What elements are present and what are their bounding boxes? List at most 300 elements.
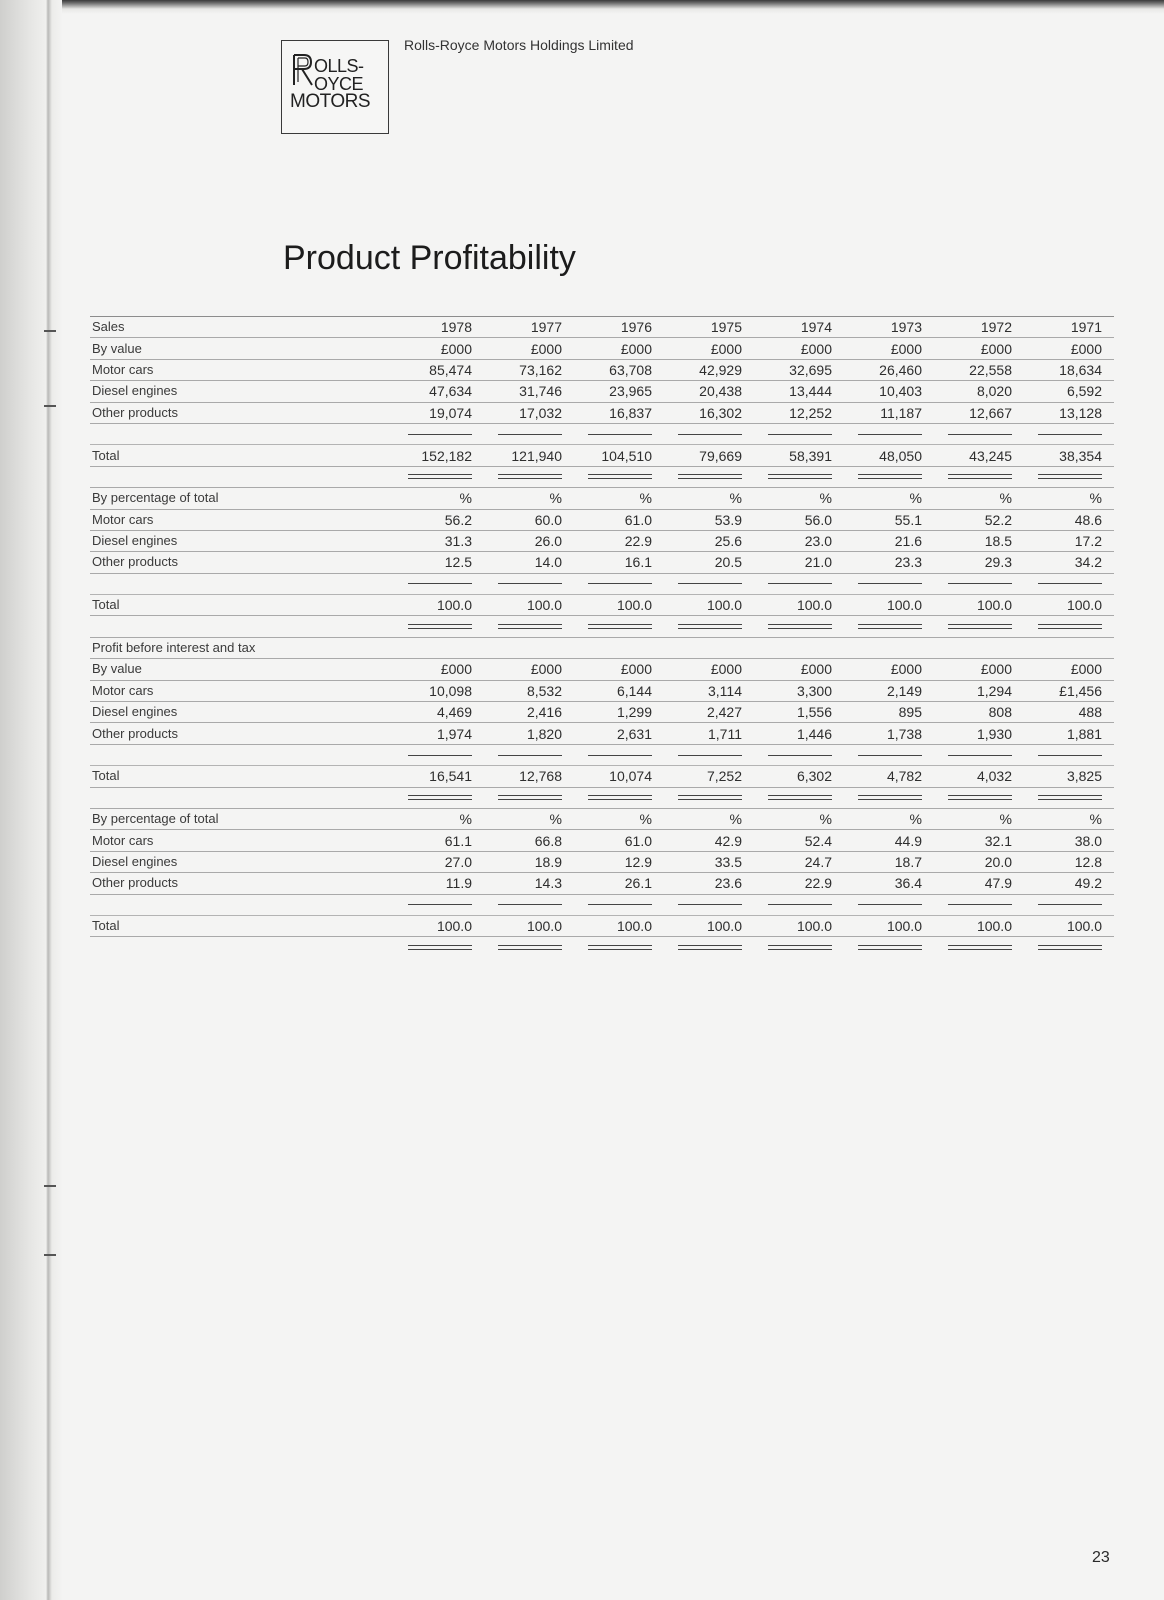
- value-cell: 14.3: [484, 873, 574, 894]
- value-cell: 1,556: [754, 702, 844, 723]
- rule-spacer: [90, 616, 394, 637]
- value-cell: 38.0: [1024, 830, 1114, 851]
- double-underline: [484, 466, 574, 487]
- value-cell: 18,634: [1024, 359, 1114, 380]
- value-cell: %: [1024, 488, 1114, 509]
- value-cell: £1,456: [1024, 680, 1114, 701]
- value-cell: 3,300: [754, 680, 844, 701]
- table-row: [90, 552, 1114, 573]
- empty-cell: [844, 637, 934, 658]
- row-label: Motor cars: [90, 359, 394, 380]
- value-cell: 10,403: [844, 381, 934, 402]
- value-cell: 16,837: [574, 402, 664, 423]
- value-cell: 100.0: [934, 915, 1024, 936]
- double-underline: [844, 787, 934, 808]
- double-underline: [574, 466, 664, 487]
- value-cell: 12,768: [484, 766, 574, 787]
- value-cell: %: [844, 488, 934, 509]
- table-row: [90, 530, 1114, 551]
- value-cell: 17,032: [484, 402, 574, 423]
- value-cell: 23.6: [664, 873, 754, 894]
- value-cell: £000: [934, 338, 1024, 359]
- value-cell: 100.0: [844, 595, 934, 616]
- page-number: 23: [1092, 1549, 1110, 1566]
- value-cell: 16,302: [664, 402, 754, 423]
- empty-cell: [934, 637, 1024, 658]
- total-row: [90, 915, 1114, 936]
- double-underline: [484, 616, 574, 637]
- value-cell: 100.0: [1024, 595, 1114, 616]
- row-label: Total: [90, 915, 394, 936]
- value-cell: 48.6: [1024, 509, 1114, 530]
- single-underline: [1024, 894, 1114, 915]
- value-cell: 11.9: [394, 873, 484, 894]
- section-label: Profit before interest and tax: [90, 637, 394, 658]
- value-cell: 18.7: [844, 851, 934, 872]
- value-cell: £000: [754, 338, 844, 359]
- single-underline: [484, 894, 574, 915]
- value-cell: 43,245: [934, 445, 1024, 466]
- year-header: 1974: [754, 317, 844, 338]
- single-underline: [754, 423, 844, 444]
- logo-text-line-3: MOTORS: [290, 91, 371, 112]
- single-underline: [664, 423, 754, 444]
- value-cell: %: [394, 808, 484, 829]
- double-rule-row: [90, 787, 1114, 808]
- value-cell: %: [754, 488, 844, 509]
- value-cell: 38,354: [1024, 445, 1114, 466]
- rule-spacer: [90, 573, 394, 594]
- value-cell: £000: [664, 659, 754, 680]
- value-cell: 100.0: [844, 915, 934, 936]
- value-cell: 12.9: [574, 851, 664, 872]
- year-header: 1975: [664, 317, 754, 338]
- single-underline: [934, 894, 1024, 915]
- value-cell: 100.0: [664, 595, 754, 616]
- value-cell: 36.4: [844, 873, 934, 894]
- single-rule-row: [90, 894, 1114, 915]
- double-underline: [574, 616, 664, 637]
- value-cell: 100.0: [1024, 915, 1114, 936]
- value-cell: 13,444: [754, 381, 844, 402]
- binding-stitch: [44, 405, 56, 407]
- value-cell: 100.0: [484, 595, 574, 616]
- row-label: Diesel engines: [90, 702, 394, 723]
- value-cell: 3,114: [664, 680, 754, 701]
- value-cell: 66.8: [484, 830, 574, 851]
- value-cell: 58,391: [754, 445, 844, 466]
- single-underline: [844, 744, 934, 765]
- value-cell: 121,940: [484, 445, 574, 466]
- row-label: By percentage of total: [90, 488, 394, 509]
- value-cell: 488: [1024, 702, 1114, 723]
- value-cell: 7,252: [664, 766, 754, 787]
- page-top-edge: [0, 0, 1164, 14]
- double-rule-row: [90, 616, 1114, 637]
- row-label: Motor cars: [90, 680, 394, 701]
- single-underline: [394, 573, 484, 594]
- rule-spacer: [90, 894, 394, 915]
- value-cell: 100.0: [394, 915, 484, 936]
- row-label: Diesel engines: [90, 530, 394, 551]
- value-cell: 61.0: [574, 830, 664, 851]
- empty-cell: [484, 637, 574, 658]
- value-cell: 6,592: [1024, 381, 1114, 402]
- table-row: [90, 338, 1114, 359]
- table-row: [90, 680, 1114, 701]
- value-cell: 44.9: [844, 830, 934, 851]
- section-header-row: [90, 637, 1114, 658]
- rr-monogram-icon: [292, 53, 316, 87]
- value-cell: %: [934, 488, 1024, 509]
- single-underline: [484, 573, 574, 594]
- double-underline: [754, 937, 844, 958]
- value-cell: 61.0: [574, 509, 664, 530]
- table-row: [90, 659, 1114, 680]
- double-underline: [394, 466, 484, 487]
- value-cell: 12,252: [754, 402, 844, 423]
- row-label: Other products: [90, 873, 394, 894]
- double-underline: [754, 616, 844, 637]
- row-label: Motor cars: [90, 830, 394, 851]
- value-cell: 2,427: [664, 702, 754, 723]
- single-underline: [1024, 423, 1114, 444]
- single-rule-row: [90, 423, 1114, 444]
- value-cell: 56.2: [394, 509, 484, 530]
- value-cell: 32.1: [934, 830, 1024, 851]
- value-cell: 20,438: [664, 381, 754, 402]
- single-underline: [484, 744, 574, 765]
- value-cell: %: [664, 808, 754, 829]
- empty-cell: [1024, 637, 1114, 658]
- value-cell: 1,294: [934, 680, 1024, 701]
- value-cell: 12.8: [1024, 851, 1114, 872]
- value-cell: £000: [484, 338, 574, 359]
- product-profitability-table: [90, 316, 1114, 958]
- value-cell: 17.2: [1024, 530, 1114, 551]
- value-cell: 6,144: [574, 680, 664, 701]
- double-underline: [1024, 616, 1114, 637]
- double-underline: [664, 937, 754, 958]
- value-cell: 18.9: [484, 851, 574, 872]
- value-cell: 26.0: [484, 530, 574, 551]
- value-cell: 14.0: [484, 552, 574, 573]
- value-cell: 22.9: [574, 530, 664, 551]
- single-underline: [574, 423, 664, 444]
- single-underline: [394, 423, 484, 444]
- single-underline: [934, 573, 1024, 594]
- double-rule-row: [90, 937, 1114, 958]
- table-row: [90, 381, 1114, 402]
- value-cell: 10,098: [394, 680, 484, 701]
- double-underline: [934, 616, 1024, 637]
- row-label: By value: [90, 338, 394, 359]
- total-row: [90, 595, 1114, 616]
- binding-stitch: [44, 1185, 56, 1187]
- value-cell: 31.3: [394, 530, 484, 551]
- value-cell: 152,182: [394, 445, 484, 466]
- value-cell: 47.9: [934, 873, 1024, 894]
- single-underline: [664, 744, 754, 765]
- single-underline: [844, 894, 934, 915]
- row-label: Other products: [90, 402, 394, 423]
- value-cell: 79,669: [664, 445, 754, 466]
- value-cell: 34.2: [1024, 552, 1114, 573]
- double-underline: [844, 616, 934, 637]
- value-cell: 4,782: [844, 766, 934, 787]
- value-cell: 48,050: [844, 445, 934, 466]
- value-cell: 104,510: [574, 445, 664, 466]
- table-row: [90, 702, 1114, 723]
- single-underline: [754, 894, 844, 915]
- table-row: [90, 488, 1114, 509]
- table-row: [90, 509, 1114, 530]
- value-cell: 60.0: [484, 509, 574, 530]
- double-underline: [394, 787, 484, 808]
- value-cell: %: [754, 808, 844, 829]
- double-underline: [1024, 787, 1114, 808]
- double-underline: [844, 466, 934, 487]
- double-underline: [484, 937, 574, 958]
- value-cell: 56.0: [754, 509, 844, 530]
- logo-text-line-1: OLLS-: [314, 56, 364, 76]
- value-cell: 895: [844, 702, 934, 723]
- double-underline: [1024, 937, 1114, 958]
- value-cell: 4,032: [934, 766, 1024, 787]
- section-header-row: [90, 317, 1114, 338]
- row-label: Other products: [90, 723, 394, 744]
- table-row: [90, 830, 1114, 851]
- single-underline: [844, 423, 934, 444]
- value-cell: 21.0: [754, 552, 844, 573]
- value-cell: 19,074: [394, 402, 484, 423]
- value-cell: £000: [394, 338, 484, 359]
- year-header: 1972: [934, 317, 1024, 338]
- value-cell: £000: [934, 659, 1024, 680]
- row-label: By value: [90, 659, 394, 680]
- value-cell: 1,881: [1024, 723, 1114, 744]
- rule-spacer: [90, 787, 394, 808]
- value-cell: 100.0: [484, 915, 574, 936]
- value-cell: 1,446: [754, 723, 844, 744]
- value-cell: 24.7: [754, 851, 844, 872]
- value-cell: 10,074: [574, 766, 664, 787]
- single-underline: [1024, 573, 1114, 594]
- value-cell: 26,460: [844, 359, 934, 380]
- year-header: 1973: [844, 317, 934, 338]
- double-underline: [394, 937, 484, 958]
- value-cell: 100.0: [574, 915, 664, 936]
- value-cell: 100.0: [664, 915, 754, 936]
- binding-stitch: [44, 330, 56, 332]
- empty-cell: [754, 637, 844, 658]
- row-label: By percentage of total: [90, 808, 394, 829]
- single-underline: [394, 894, 484, 915]
- rolls-royce-logo: [281, 40, 389, 134]
- value-cell: 55.1: [844, 509, 934, 530]
- double-underline: [574, 787, 664, 808]
- value-cell: 3,825: [1024, 766, 1114, 787]
- value-cell: 20.5: [664, 552, 754, 573]
- value-cell: 53.9: [664, 509, 754, 530]
- value-cell: 49.2: [1024, 873, 1114, 894]
- double-underline: [934, 937, 1024, 958]
- single-underline: [574, 573, 664, 594]
- value-cell: 100.0: [754, 595, 844, 616]
- double-underline: [1024, 466, 1114, 487]
- value-cell: 22.9: [754, 873, 844, 894]
- value-cell: 29.3: [934, 552, 1024, 573]
- value-cell: 52.2: [934, 509, 1024, 530]
- value-cell: 42,929: [664, 359, 754, 380]
- value-cell: £000: [484, 659, 574, 680]
- value-cell: 1,738: [844, 723, 934, 744]
- value-cell: %: [484, 808, 574, 829]
- empty-cell: [574, 637, 664, 658]
- value-cell: %: [394, 488, 484, 509]
- value-cell: 4,469: [394, 702, 484, 723]
- row-label: Total: [90, 445, 394, 466]
- value-cell: 100.0: [394, 595, 484, 616]
- binding-stitch: [44, 1254, 56, 1256]
- value-cell: £000: [394, 659, 484, 680]
- value-cell: 27.0: [394, 851, 484, 872]
- total-row: [90, 445, 1114, 466]
- double-underline: [484, 787, 574, 808]
- value-cell: 12,667: [934, 402, 1024, 423]
- value-cell: %: [574, 488, 664, 509]
- single-underline: [484, 423, 574, 444]
- empty-cell: [394, 637, 484, 658]
- value-cell: %: [1024, 808, 1114, 829]
- rule-spacer: [90, 466, 394, 487]
- year-header: 1971: [1024, 317, 1114, 338]
- value-cell: £000: [754, 659, 844, 680]
- rule-spacer: [90, 423, 394, 444]
- value-cell: 13,128: [1024, 402, 1114, 423]
- single-underline: [844, 573, 934, 594]
- double-underline: [394, 616, 484, 637]
- row-label: Motor cars: [90, 509, 394, 530]
- value-cell: 32,695: [754, 359, 844, 380]
- value-cell: %: [934, 808, 1024, 829]
- value-cell: 2,149: [844, 680, 934, 701]
- value-cell: £000: [844, 338, 934, 359]
- value-cell: £000: [574, 659, 664, 680]
- value-cell: 6,302: [754, 766, 844, 787]
- single-underline: [754, 573, 844, 594]
- value-cell: 808: [934, 702, 1024, 723]
- value-cell: 1,820: [484, 723, 574, 744]
- double-underline: [754, 787, 844, 808]
- rule-spacer: [90, 744, 394, 765]
- double-underline: [574, 937, 664, 958]
- double-underline: [754, 466, 844, 487]
- value-cell: 100.0: [934, 595, 1024, 616]
- value-cell: 31,746: [484, 381, 574, 402]
- table-row: [90, 873, 1114, 894]
- total-row: [90, 766, 1114, 787]
- value-cell: %: [484, 488, 574, 509]
- value-cell: 16.1: [574, 552, 664, 573]
- value-cell: 23.3: [844, 552, 934, 573]
- value-cell: 26.1: [574, 873, 664, 894]
- value-cell: 1,299: [574, 702, 664, 723]
- value-cell: 12.5: [394, 552, 484, 573]
- single-underline: [664, 894, 754, 915]
- row-label: Total: [90, 595, 394, 616]
- table-row: [90, 723, 1114, 744]
- single-underline: [934, 423, 1024, 444]
- value-cell: £000: [844, 659, 934, 680]
- value-cell: 61.1: [394, 830, 484, 851]
- value-cell: 16,541: [394, 766, 484, 787]
- value-cell: 8,020: [934, 381, 1024, 402]
- company-name: Rolls-Royce Motors Holdings Limited: [404, 37, 634, 53]
- table-row: [90, 359, 1114, 380]
- value-cell: 21.6: [844, 530, 934, 551]
- value-cell: 18.5: [934, 530, 1024, 551]
- value-cell: 23.0: [754, 530, 844, 551]
- value-cell: %: [664, 488, 754, 509]
- value-cell: 22,558: [934, 359, 1024, 380]
- rule-spacer: [90, 937, 394, 958]
- value-cell: 20.0: [934, 851, 1024, 872]
- value-cell: 25.6: [664, 530, 754, 551]
- single-underline: [574, 744, 664, 765]
- single-underline: [394, 744, 484, 765]
- year-header: 1978: [394, 317, 484, 338]
- table-row: [90, 808, 1114, 829]
- value-cell: £000: [664, 338, 754, 359]
- year-header: 1977: [484, 317, 574, 338]
- value-cell: %: [844, 808, 934, 829]
- value-cell: £000: [574, 338, 664, 359]
- row-label: Diesel engines: [90, 381, 394, 402]
- value-cell: £000: [1024, 338, 1114, 359]
- double-underline: [664, 616, 754, 637]
- value-cell: 8,532: [484, 680, 574, 701]
- section-label: Sales: [90, 317, 394, 338]
- value-cell: 33.5: [664, 851, 754, 872]
- year-header: 1976: [574, 317, 664, 338]
- single-underline: [574, 894, 664, 915]
- value-cell: 63,708: [574, 359, 664, 380]
- double-underline: [844, 937, 934, 958]
- value-cell: 42.9: [664, 830, 754, 851]
- double-underline: [934, 787, 1024, 808]
- double-underline: [664, 787, 754, 808]
- empty-cell: [664, 637, 754, 658]
- single-underline: [934, 744, 1024, 765]
- table-row: [90, 402, 1114, 423]
- value-cell: 100.0: [754, 915, 844, 936]
- table-row: [90, 851, 1114, 872]
- value-cell: 1,974: [394, 723, 484, 744]
- logo-text-line-2: OYCE: [314, 74, 364, 94]
- row-label: Total: [90, 766, 394, 787]
- page-binding: [0, 0, 62, 1600]
- value-cell: £000: [1024, 659, 1114, 680]
- row-label: Other products: [90, 552, 394, 573]
- value-cell: 11,187: [844, 402, 934, 423]
- single-underline: [754, 744, 844, 765]
- value-cell: 1,930: [934, 723, 1024, 744]
- value-cell: 2,416: [484, 702, 574, 723]
- value-cell: 73,162: [484, 359, 574, 380]
- value-cell: 100.0: [574, 595, 664, 616]
- double-underline: [934, 466, 1024, 487]
